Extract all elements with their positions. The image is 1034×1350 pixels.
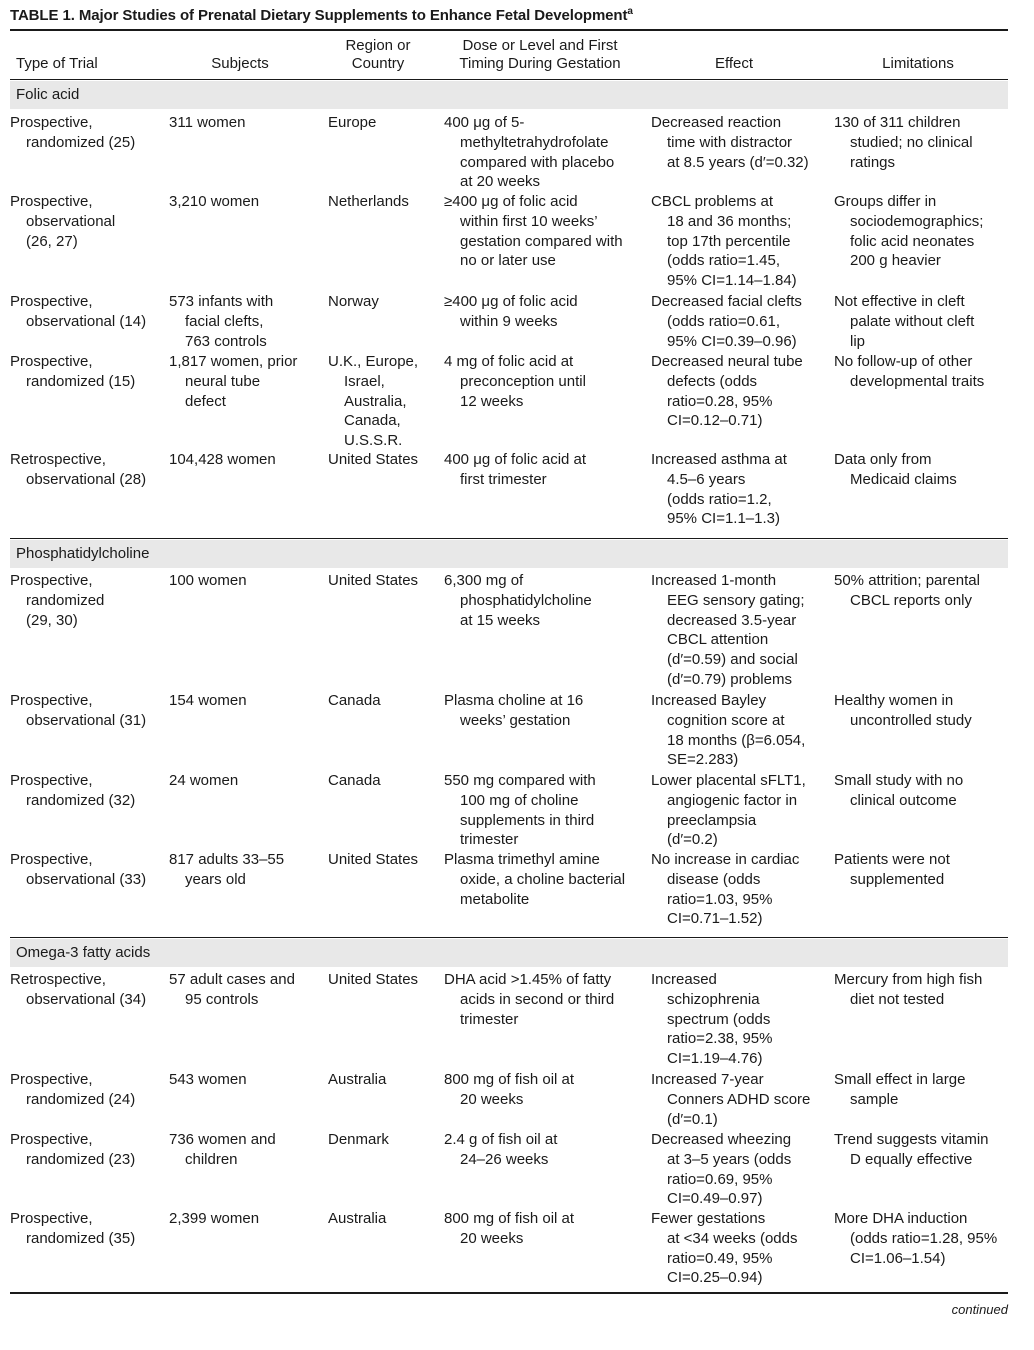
dose-cell — [444, 571, 644, 630]
subjects-cell — [169, 771, 321, 791]
cell-line: Prospective, — [10, 293, 93, 310]
cell-line: 3,210 women — [169, 193, 260, 210]
cell-line: CBCL reports only — [850, 591, 972, 609]
limitations-cell — [834, 450, 1008, 490]
region-cell — [328, 450, 440, 470]
cell-line: observational — [26, 212, 116, 230]
cell-line: compared with placebo — [460, 153, 615, 171]
section-title: Folic acid — [16, 86, 80, 103]
cell-line: Trend suggests vitamin — [834, 1131, 989, 1148]
cell-line: Australia, — [344, 392, 407, 410]
trial-type-cell — [10, 771, 165, 811]
cell-line: at <34 weeks (odds — [667, 1229, 798, 1247]
cell-line: ratio=2.38, 95% — [667, 1030, 773, 1048]
cell-line: No increase in cardiac — [651, 851, 800, 868]
dose-cell — [444, 192, 644, 271]
cell-line: CI=0.71–1.52) — [667, 910, 763, 928]
cell-line: Plasma choline at 16 — [444, 692, 584, 709]
region-cell — [328, 970, 440, 990]
cell-line: Prospective, — [10, 1131, 93, 1148]
cell-line: randomized (15) — [26, 372, 136, 390]
cell-line: 817 adults 33–55 — [169, 851, 285, 868]
cell-line: 2,399 women — [169, 1210, 260, 1227]
cell-line: preconception until — [460, 372, 586, 390]
section-header — [10, 540, 1008, 568]
section-title: Phosphatidylcholine — [16, 545, 150, 562]
limitations-cell — [834, 771, 1008, 811]
subjects-cell — [169, 113, 321, 133]
cell-line: More DHA induction — [834, 1210, 968, 1227]
cell-line: at 15 weeks — [460, 611, 541, 629]
cell-line: EEG sensory gating; — [667, 591, 805, 609]
cell-line: ≥400 μg of folic acid — [444, 293, 578, 310]
dose-cell — [444, 1070, 644, 1110]
cell-line: sample — [850, 1090, 899, 1108]
cell-line: 95% CI=1.14–1.84) — [667, 272, 797, 290]
cell-line: 130 of 311 children — [834, 114, 961, 131]
region-cell — [328, 1130, 440, 1150]
cell-line: 50% attrition; parental — [834, 572, 980, 589]
cell-line: 100 women — [169, 572, 247, 589]
cell-line: 20 weeks — [460, 1090, 524, 1108]
cell-line: Not effective in cleft — [834, 293, 965, 310]
cell-line: Decreased facial clefts — [651, 293, 802, 310]
cell-line: randomized (25) — [26, 133, 136, 151]
cell-line: Australia — [328, 1071, 387, 1088]
cell-line: Denmark — [328, 1131, 389, 1148]
header-limitations — [858, 55, 978, 73]
cell-line: first trimester — [460, 470, 547, 488]
subjects-cell — [169, 450, 321, 470]
subjects-cell — [169, 1209, 321, 1229]
cell-line: ≥400 μg of folic acid — [444, 193, 578, 210]
cell-line: 154 women — [169, 692, 247, 709]
cell-line: (odds ratio=0.61, — [667, 312, 780, 330]
cell-line: Prospective, — [10, 851, 93, 868]
cell-line: Europe — [328, 114, 377, 131]
cell-line: 800 mg of fish oil at — [444, 1210, 575, 1227]
cell-line: ratio=0.49, 95% — [667, 1249, 773, 1267]
cell-line: methyltetrahydrofolate — [460, 133, 609, 151]
cell-line: Small study with no — [834, 772, 964, 789]
cell-line: Decreased wheezing — [651, 1131, 792, 1148]
cell-line: 24–26 weeks — [460, 1150, 549, 1168]
cell-line: (26, 27) — [26, 232, 78, 250]
cell-line: top 17th percentile — [667, 232, 791, 250]
cell-line: time with distractor — [667, 133, 793, 151]
cell-line: Norway — [328, 293, 379, 310]
cell-line: United States — [328, 572, 419, 589]
cell-line: Prospective, — [10, 572, 93, 589]
cell-line: 2.4 g of fish oil at — [444, 1131, 558, 1148]
cell-line: Increased 7-year — [651, 1071, 764, 1088]
cell-line: gestation compared with — [460, 232, 623, 250]
cell-line: cognition score at — [667, 711, 785, 729]
title-footnote-marker: a — [627, 6, 633, 17]
region-cell — [328, 1209, 440, 1229]
cell-line: Decreased neural tube — [651, 353, 803, 370]
cell-line: children — [185, 1150, 238, 1168]
cell-line: CI=0.25–0.94) — [667, 1269, 763, 1287]
trial-type-cell — [10, 571, 165, 630]
cell-line: folic acid neonates — [850, 232, 975, 250]
dose-cell — [444, 1130, 644, 1170]
cell-line: (odds ratio=1.2, — [667, 490, 772, 508]
region-cell — [328, 292, 440, 312]
cell-line: Increased asthma at — [651, 451, 787, 468]
cell-line: CBCL problems at — [651, 193, 773, 210]
cell-line: (d′=0.1) — [667, 1110, 718, 1128]
cell-line: Mercury from high fish — [834, 971, 983, 988]
cell-line: diet not tested — [850, 990, 945, 1008]
subjects-cell — [169, 292, 321, 351]
cell-line: United States — [328, 971, 419, 988]
cell-line: studied; no clinical — [850, 133, 973, 151]
cell-line: sociodemographics; — [850, 212, 984, 230]
limitations-cell — [834, 352, 1008, 392]
cell-line: randomized (35) — [26, 1229, 136, 1247]
cell-line: (odds ratio=1.45, — [667, 252, 780, 270]
cell-line: defect — [185, 392, 226, 410]
cell-line: 4.5–6 years — [667, 470, 746, 488]
cell-line: decreased 3.5-year — [667, 611, 797, 629]
cell-line: disease (odds — [667, 870, 761, 888]
subjects-cell — [169, 192, 321, 212]
cell-line: acids in second or third — [460, 990, 615, 1008]
limitations-cell — [834, 850, 1008, 890]
limitations-cell — [834, 1070, 1008, 1110]
cell-line: 400 μg of folic acid at — [444, 451, 587, 468]
limitations-cell — [834, 292, 1008, 351]
effect-cell — [651, 450, 831, 529]
cell-line: at 3–5 years (odds — [667, 1150, 792, 1168]
cell-line: preeclampsia — [667, 811, 757, 829]
cell-line: ratio=0.69, 95% — [667, 1170, 773, 1188]
trial-type-cell — [10, 450, 165, 490]
cell-line: Prospective, — [10, 1071, 93, 1088]
cell-line: Canada — [328, 692, 381, 709]
cell-line: Prospective, — [10, 114, 93, 131]
cell-line: Netherlands — [328, 193, 409, 210]
cell-line: uncontrolled study — [850, 711, 972, 729]
cell-line: randomized (24) — [26, 1090, 136, 1108]
subjects-cell — [169, 571, 321, 591]
cell-line: weeks’ gestation — [460, 711, 571, 729]
effect-cell — [651, 1130, 831, 1209]
cell-line: 20 weeks — [460, 1229, 524, 1247]
table-header — [10, 34, 1008, 76]
subjects-cell — [169, 352, 321, 411]
cell-line: U.K., Europe, — [328, 353, 419, 370]
cell-line: 400 μg of 5- — [444, 114, 525, 131]
cell-line: D equally effective — [850, 1150, 973, 1168]
cell-line: 104,428 women — [169, 451, 276, 468]
region-cell — [328, 850, 440, 870]
cell-line: Prospective, — [10, 353, 93, 370]
cell-line: 57 adult cases and — [169, 971, 295, 988]
effect-cell — [651, 292, 831, 351]
cell-line: oxide, a choline bacterial — [460, 870, 626, 888]
cell-line: 1,817 women, prior — [169, 353, 298, 370]
region-cell — [328, 571, 440, 591]
cell-line: metabolite — [460, 890, 530, 908]
cell-line: 550 mg compared with — [444, 772, 596, 789]
limitations-cell — [834, 1209, 1008, 1268]
cell-line: Canada — [328, 772, 381, 789]
cell-line: 18 months (β=6.054, — [667, 731, 806, 749]
header-effect — [674, 55, 794, 73]
header-type-of-trial — [10, 55, 98, 73]
header-dose — [440, 37, 640, 73]
trial-type-cell — [10, 970, 165, 1010]
bottom-rule — [10, 1292, 1008, 1294]
subjects-cell — [169, 970, 321, 1010]
cell-line: 12 weeks — [460, 392, 524, 410]
cell-line: at 20 weeks — [460, 173, 541, 191]
cell-line: observational (33) — [26, 870, 147, 888]
effect-cell — [651, 1070, 831, 1129]
cell-line: 95% CI=1.1–1.3) — [667, 510, 780, 528]
section-title: Omega-3 fatty acids — [16, 944, 151, 961]
cell-line: 95 controls — [185, 990, 259, 1008]
cell-line: within 9 weeks — [460, 312, 558, 330]
cell-line: Retrospective, — [10, 971, 106, 988]
effect-cell — [651, 771, 831, 850]
top-rule — [10, 29, 1008, 31]
cell-line: (d′=0.59) and social — [667, 651, 798, 669]
trial-type-cell — [10, 1209, 165, 1249]
cell-line: Data only from — [834, 451, 932, 468]
cell-line: observational (31) — [26, 711, 147, 729]
cell-line: (d′=0.79) problems — [667, 670, 792, 688]
cell-line: DHA acid >1.45% of fatty — [444, 971, 612, 988]
cell-line: within first 10 weeks’ — [460, 212, 598, 230]
cell-line: 4 mg of folic acid at — [444, 353, 574, 370]
dose-cell — [444, 450, 644, 490]
effect-cell — [651, 1209, 831, 1288]
trial-type-cell — [10, 850, 165, 890]
header-line: Dose or Level and First — [462, 37, 618, 54]
cell-line: Decreased reaction — [651, 114, 782, 131]
cell-line: defects (odds — [667, 372, 758, 390]
cell-line: ratio=1.03, 95% — [667, 890, 773, 908]
cell-line: Prospective, — [10, 772, 93, 789]
table-title: TABLE 1. Major Studies of Prenatal Dietary Supplements to Enhance Fetal Development$^a$ — [10, 6, 633, 24]
cell-line: angiogenic factor in — [667, 791, 798, 809]
header-subjects — [180, 55, 300, 73]
region-cell — [328, 352, 440, 451]
cell-line: Canada, — [344, 412, 401, 430]
cell-line: CI=1.06–1.54) — [850, 1249, 946, 1267]
cell-line: 100 mg of choline — [460, 791, 579, 809]
cell-line: SE=2.283) — [667, 751, 739, 769]
header-line: Region or — [345, 37, 411, 54]
header-line: Effect — [714, 55, 754, 72]
cell-line: Increased Bayley — [651, 692, 767, 709]
trial-type-cell — [10, 352, 165, 392]
cell-line: 543 women — [169, 1071, 247, 1088]
cell-line: phosphatidylcholine — [460, 591, 592, 609]
cell-line: United States — [328, 851, 419, 868]
cell-line: Retrospective, — [10, 451, 106, 468]
cell-line: ratio=0.28, 95% — [667, 392, 773, 410]
subjects-cell — [169, 1130, 321, 1170]
cell-line: 763 controls — [185, 332, 267, 350]
cell-line: CI=1.19–4.76) — [667, 1050, 763, 1068]
header-line: Limitations — [882, 55, 954, 72]
cell-line: Australia — [328, 1210, 387, 1227]
cell-line: Fewer gestations — [651, 1210, 766, 1227]
cell-line: Increased — [651, 971, 717, 988]
cell-line: randomized (32) — [26, 791, 136, 809]
cell-line: at 8.5 years (d′=0.32) — [667, 153, 809, 171]
cell-line: U.S.S.R. — [344, 432, 403, 450]
section-rule — [10, 937, 1008, 938]
cell-line: Healthy women in — [834, 692, 954, 709]
cell-line: randomized — [26, 591, 105, 609]
subjects-cell — [169, 1070, 321, 1090]
trial-type-cell — [10, 192, 165, 251]
cell-line: observational (34) — [26, 990, 147, 1008]
cell-line: Increased 1-month — [651, 572, 777, 589]
subjects-cell — [169, 691, 321, 711]
cell-line: clinical outcome — [850, 791, 957, 809]
effect-cell — [651, 970, 831, 1069]
limitations-cell — [834, 192, 1008, 271]
region-cell — [328, 113, 440, 133]
cell-line: 6,300 mg of — [444, 572, 524, 589]
cell-line: Prospective, — [10, 193, 93, 210]
section-header — [10, 939, 1008, 967]
header-line: Type of Trial — [16, 55, 98, 72]
dose-cell — [444, 352, 644, 411]
continued-note: continued — [951, 1302, 1008, 1317]
dose-cell — [444, 1209, 644, 1249]
cell-line: trimester — [460, 1010, 519, 1028]
cell-line: 311 women — [169, 114, 246, 131]
cell-line: lip — [850, 332, 866, 350]
effect-cell — [651, 192, 831, 291]
limitations-cell — [834, 1130, 1008, 1170]
cell-line: CBCL attention — [667, 631, 769, 649]
dose-cell — [444, 691, 644, 731]
cell-line: supplemented — [850, 870, 945, 888]
region-cell — [328, 771, 440, 791]
cell-line: Conners ADHD score — [667, 1090, 811, 1108]
trial-type-cell — [10, 292, 165, 332]
trial-type-cell — [10, 1070, 165, 1110]
cell-line: trimester — [460, 831, 519, 849]
cell-line: Plasma trimethyl amine — [444, 851, 600, 868]
effect-cell — [651, 571, 831, 690]
trial-type-cell — [10, 691, 165, 731]
region-cell — [328, 192, 440, 212]
cell-line: Patients were not — [834, 851, 950, 868]
limitations-cell — [834, 691, 1008, 731]
cell-line: Groups differ in — [834, 193, 937, 210]
cell-line: developmental traits — [850, 372, 985, 390]
cell-line: 24 women — [169, 772, 239, 789]
cell-line: 800 mg of fish oil at — [444, 1071, 575, 1088]
dose-cell — [444, 771, 644, 850]
effect-cell — [651, 691, 831, 770]
region-cell — [328, 1070, 440, 1090]
cell-line: spectrum (odds — [667, 1010, 771, 1028]
cell-line: supplements in third — [460, 811, 595, 829]
limitations-cell — [834, 571, 1008, 611]
dose-cell — [444, 292, 644, 332]
cell-line: No follow-up of other — [834, 353, 973, 370]
trial-type-cell — [10, 1130, 165, 1170]
header-line: Timing During Gestation — [459, 55, 621, 72]
effect-cell — [651, 113, 831, 172]
cell-line: observational (28) — [26, 470, 147, 488]
limitations-cell — [834, 113, 1008, 172]
cell-line: Prospective, — [10, 692, 93, 709]
dose-cell — [444, 850, 644, 909]
cell-line: 200 g heavier — [850, 252, 941, 270]
section-rule — [10, 538, 1008, 539]
cell-line: neural tube — [185, 372, 261, 390]
cell-line: no or later use — [460, 252, 556, 270]
dose-cell — [444, 113, 644, 192]
subjects-cell — [169, 850, 321, 890]
dose-cell — [444, 970, 644, 1029]
cell-line: schizophrenia — [667, 990, 760, 1008]
cell-line: 736 women and — [169, 1131, 276, 1148]
region-cell — [328, 691, 440, 711]
limitations-cell — [834, 970, 1008, 1010]
section-rule — [10, 79, 1008, 80]
cell-line: ratings — [850, 153, 896, 171]
section-header — [10, 81, 1008, 109]
header-line: Country — [351, 55, 405, 72]
cell-line: CI=0.49–0.97) — [667, 1190, 763, 1208]
effect-cell — [651, 850, 831, 929]
cell-line: Israel, — [344, 372, 385, 390]
trial-type-cell — [10, 113, 165, 153]
header-line: Subjects — [211, 55, 269, 72]
cell-line: palate without cleft — [850, 312, 975, 330]
cell-line: 573 infants with — [169, 293, 274, 310]
cell-line: facial clefts, — [185, 312, 264, 330]
cell-line: (odds ratio=1.28, 95% — [850, 1229, 998, 1247]
cell-line: CI=0.12–0.71) — [667, 412, 763, 430]
cell-line: Small effect in large — [834, 1071, 966, 1088]
cell-line: 95% CI=0.39–0.96) — [667, 332, 797, 350]
cell-line: (d′=0.2) — [667, 831, 718, 849]
cell-line: Lower placental sFLT1, — [651, 772, 806, 789]
cell-line: Prospective, — [10, 1210, 93, 1227]
cell-line: (29, 30) — [26, 611, 78, 629]
cell-line: 18 and 36 months; — [667, 212, 792, 230]
cell-line: randomized (23) — [26, 1150, 136, 1168]
cell-line: United States — [328, 451, 419, 468]
cell-line: observational (14) — [26, 312, 147, 330]
cell-line: years old — [185, 870, 246, 888]
cell-line: Medicaid claims — [850, 470, 957, 488]
header-region — [328, 37, 428, 73]
effect-cell — [651, 352, 831, 431]
